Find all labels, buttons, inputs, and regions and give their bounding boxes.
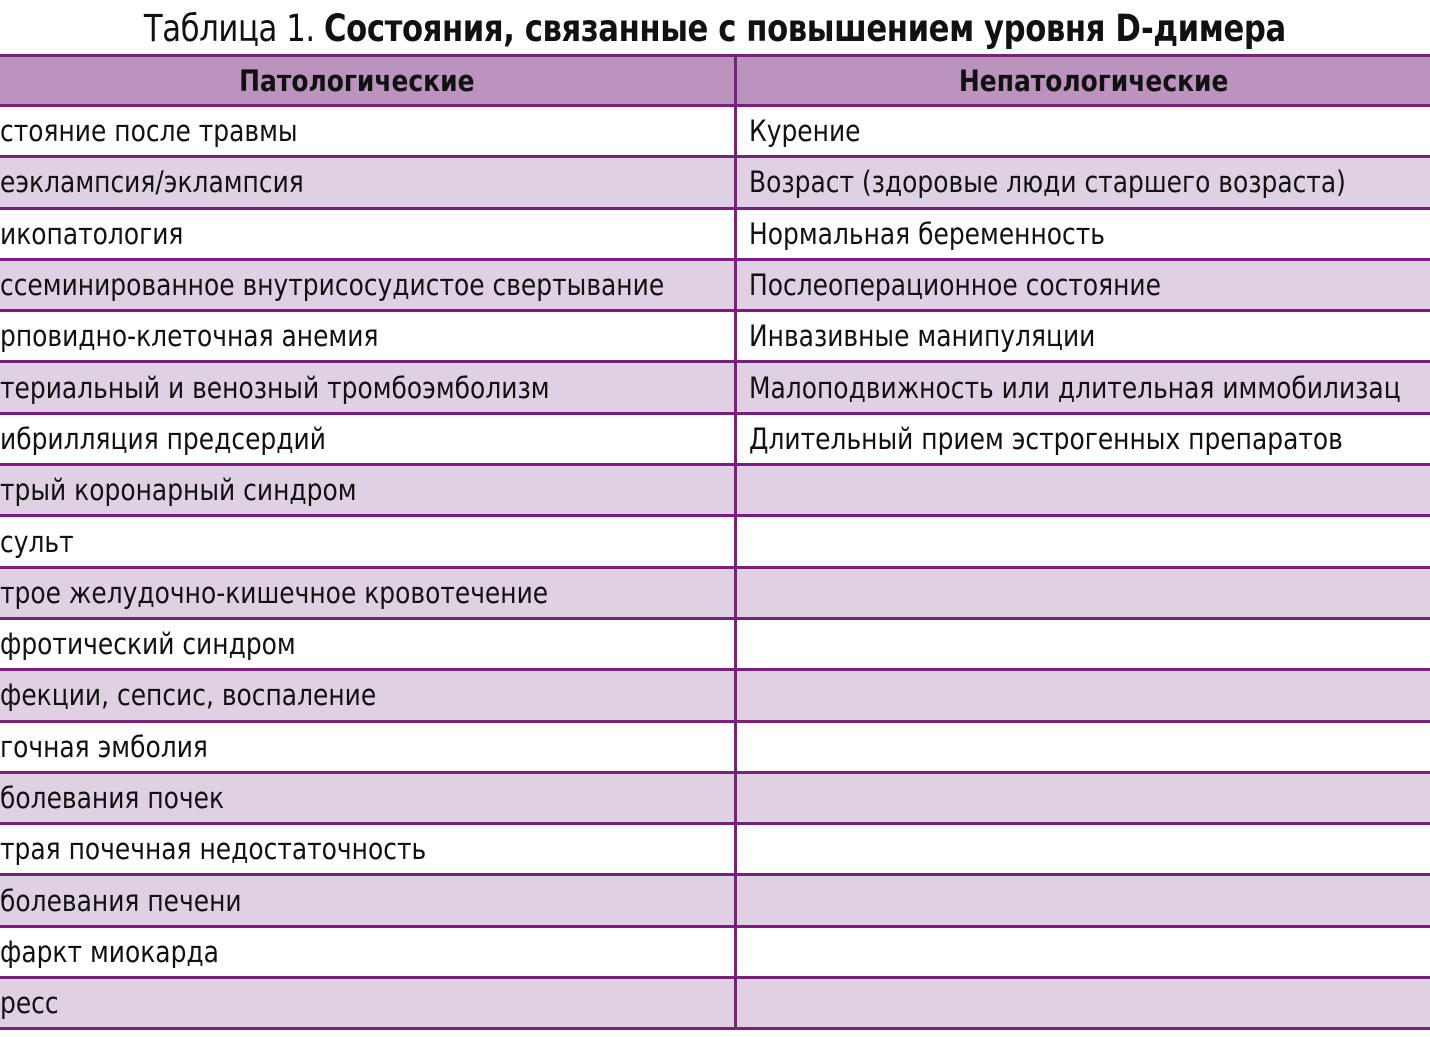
cell-nonpathological bbox=[737, 517, 1430, 565]
table-row bbox=[0, 620, 1430, 671]
cell-nonpathological: Курение bbox=[749, 114, 861, 149]
cell-nonpathological bbox=[737, 620, 1430, 668]
cell-pathological: болевания почек bbox=[0, 774, 737, 822]
table-row bbox=[0, 928, 1430, 979]
table-row bbox=[0, 517, 1430, 568]
cell-nonpathological bbox=[737, 466, 1430, 514]
table-row bbox=[0, 774, 1430, 825]
cell-nonpathological bbox=[737, 774, 1430, 822]
cell-pathological: ибрилляция предсердий bbox=[0, 415, 737, 463]
cell-nonpathological bbox=[737, 825, 1430, 873]
cell-nonpathological: Возраст (здоровые люди старшего возраста) bbox=[749, 165, 1346, 200]
cell-nonpathological: Нормальная беременность bbox=[749, 216, 1105, 251]
cell-nonpathological: Малоподвижность или длительная иммобилизац bbox=[749, 370, 1401, 405]
table-row bbox=[0, 415, 1430, 466]
cell-nonpathological bbox=[737, 928, 1430, 976]
table-row bbox=[0, 261, 1430, 312]
cell-pathological: ссеминированное внутрисосудистое свертывание bbox=[0, 261, 737, 309]
table-row bbox=[0, 363, 1430, 414]
table-row bbox=[0, 158, 1430, 209]
cell-nonpathological bbox=[737, 979, 1430, 1027]
cell-nonpathological: Инвазивные манипуляции bbox=[749, 319, 1096, 354]
table-row bbox=[0, 671, 1430, 722]
cell-nonpathological bbox=[737, 569, 1430, 617]
table-row bbox=[0, 466, 1430, 517]
cell-pathological: трый коронарный синдром bbox=[0, 466, 737, 514]
cell-nonpathological: Послеоперационное состояние bbox=[749, 268, 1161, 303]
cell-nonpathological: Длительный прием эстрогенных препаратов bbox=[749, 421, 1343, 456]
caption-title: Состояния, связанные с повышением уровня D-димера bbox=[324, 7, 1286, 50]
cell-pathological: рповидно-клеточная анемия bbox=[0, 312, 737, 360]
table-row bbox=[0, 107, 1430, 158]
cell-pathological: фротический синдром bbox=[0, 620, 737, 668]
conditions-table bbox=[0, 54, 1430, 1030]
cell-pathological: болевания печени bbox=[0, 876, 737, 924]
cell-pathological: териальный и венозный тромбоэмболизм bbox=[0, 363, 737, 411]
cell-nonpathological bbox=[737, 723, 1430, 771]
cell-pathological: трая почечная недостаточность bbox=[0, 825, 737, 873]
table-row bbox=[0, 876, 1430, 927]
cell-pathological: еэклампсия/эклампсия bbox=[0, 158, 737, 206]
table-header-row bbox=[0, 57, 1430, 107]
cell-pathological: фекции, сепсис, воспаление bbox=[0, 671, 737, 719]
caption-label: Таблица 1. bbox=[144, 7, 315, 50]
table-row bbox=[0, 312, 1430, 363]
cell-pathological: ресс bbox=[0, 979, 737, 1027]
table-row bbox=[0, 979, 1430, 1030]
header-nonpathological: Непатологические bbox=[958, 63, 1229, 98]
cell-pathological: икопатология bbox=[0, 210, 737, 258]
table-row bbox=[0, 210, 1430, 261]
cell-nonpathological bbox=[737, 876, 1430, 924]
cell-pathological: сульт bbox=[0, 517, 737, 565]
cell-pathological: гочная эмболия bbox=[0, 723, 737, 771]
cell-pathological: трое желудочно-кишечное кровотечение bbox=[0, 569, 737, 617]
cell-pathological: фаркт миокарда bbox=[0, 928, 737, 976]
header-pathological: Патологические bbox=[0, 57, 737, 104]
table-row bbox=[0, 825, 1430, 876]
table-caption bbox=[0, 6, 1430, 52]
table-row bbox=[0, 723, 1430, 774]
table-row bbox=[0, 569, 1430, 620]
cell-pathological: стояние после травмы bbox=[0, 107, 737, 155]
cell-nonpathological bbox=[737, 671, 1430, 719]
